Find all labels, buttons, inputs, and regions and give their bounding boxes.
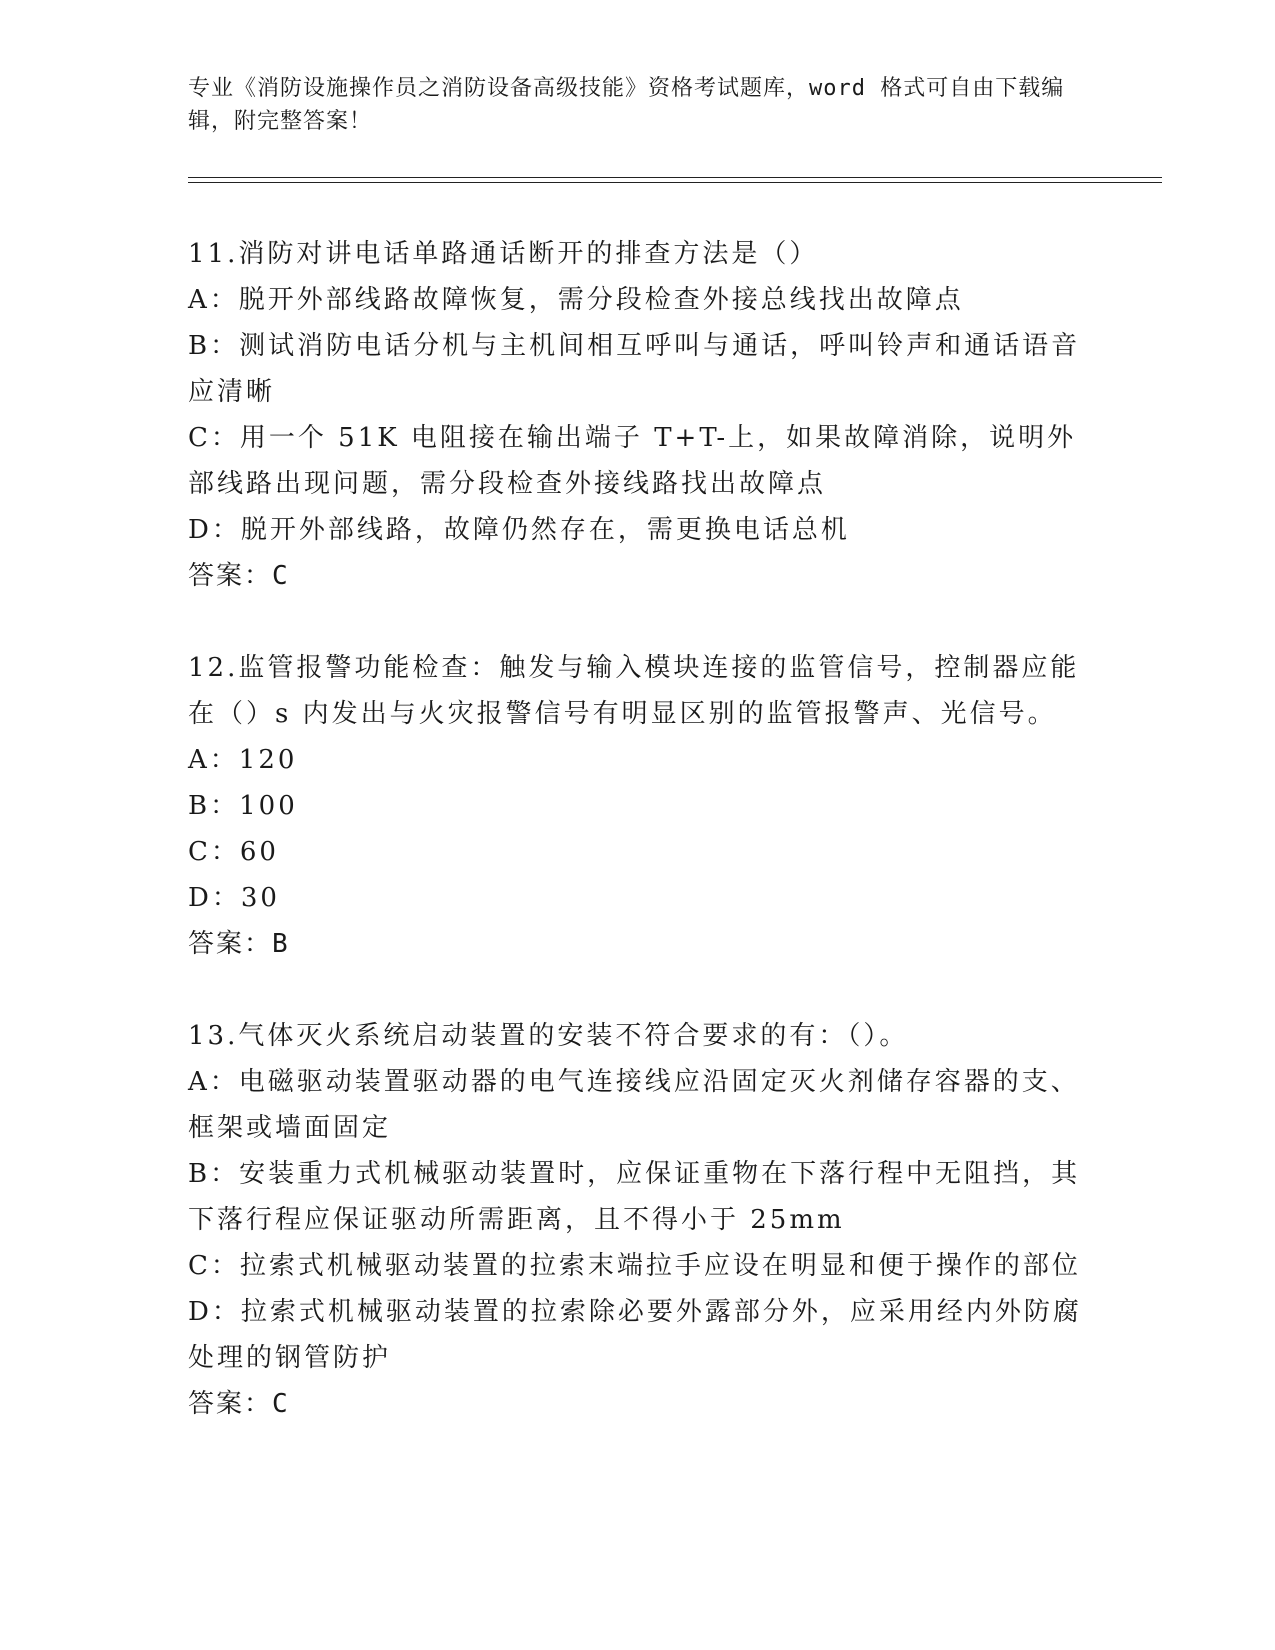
option-d: D：30 xyxy=(188,883,280,913)
option-a: A：120 xyxy=(188,745,298,775)
option-a: A：电磁驱动装置驱动器的电气连接线应沿固定灭火剂储存容器的支、框架或墙面固定 xyxy=(188,1067,1080,1143)
document-header xyxy=(188,72,1088,138)
question-stem: 11.消防对讲电话单路通话断开的排查方法是（） xyxy=(188,239,819,269)
question-11 xyxy=(188,231,1088,599)
question-13 xyxy=(188,1013,1088,1427)
option-c: C：60 xyxy=(188,837,279,867)
option-b: B：安装重力式机械驱动装置时，应保证重物在下落行程中无阻挡，其下落行程应保证驱动所需距离，且不得小于 25mm xyxy=(188,1159,1081,1235)
header-divider-top xyxy=(188,177,1162,178)
question-stem: 12.监管报警功能检查：触发与输入模块连接的监管信号，控制器应能在（）s 内发出与火灾报警信号有明显区别的监管报警声、光信号。 xyxy=(188,653,1080,729)
header-divider-bottom xyxy=(188,182,1162,183)
option-a: A：脱开外部线路故障恢复，需分段检查外接总线找出故障点 xyxy=(188,285,964,315)
answer-text: 答案：C xyxy=(188,561,290,591)
option-c: C：拉索式机械驱动装置的拉索末端拉手应设在明显和便于操作的部位 xyxy=(188,1251,1081,1281)
header-text: 专业《消防设施操作员之消防设备高级技能》资格考试题库，word 格式可自由下载编辑，附完整答案！ xyxy=(188,76,1065,134)
question-stem: 13.气体灭火系统启动装置的安装不符合要求的有：（）。 xyxy=(188,1021,909,1051)
option-d: D：拉索式机械驱动装置的拉索除必要外露部分外，应采用经内外防腐处理的钢管防护 xyxy=(188,1297,1082,1373)
answer-text: 答案：C xyxy=(188,1389,290,1419)
option-d: D：脱开外部线路，故障仍然存在，需更换电话总机 xyxy=(188,515,850,545)
option-b: B：100 xyxy=(188,791,298,821)
answer-text: 答案：B xyxy=(188,929,290,959)
question-list xyxy=(188,231,1088,1473)
option-b: B：测试消防电话分机与主机间相互呼叫与通话，呼叫铃声和通话语音应清晰 xyxy=(188,331,1081,407)
question-12 xyxy=(188,645,1088,967)
option-c: C：用一个 51K 电阻接在输出端子 T+T-上，如果故障消除，说明外部线路出现问题，需分段检查外接线路找出故障点 xyxy=(188,423,1077,499)
